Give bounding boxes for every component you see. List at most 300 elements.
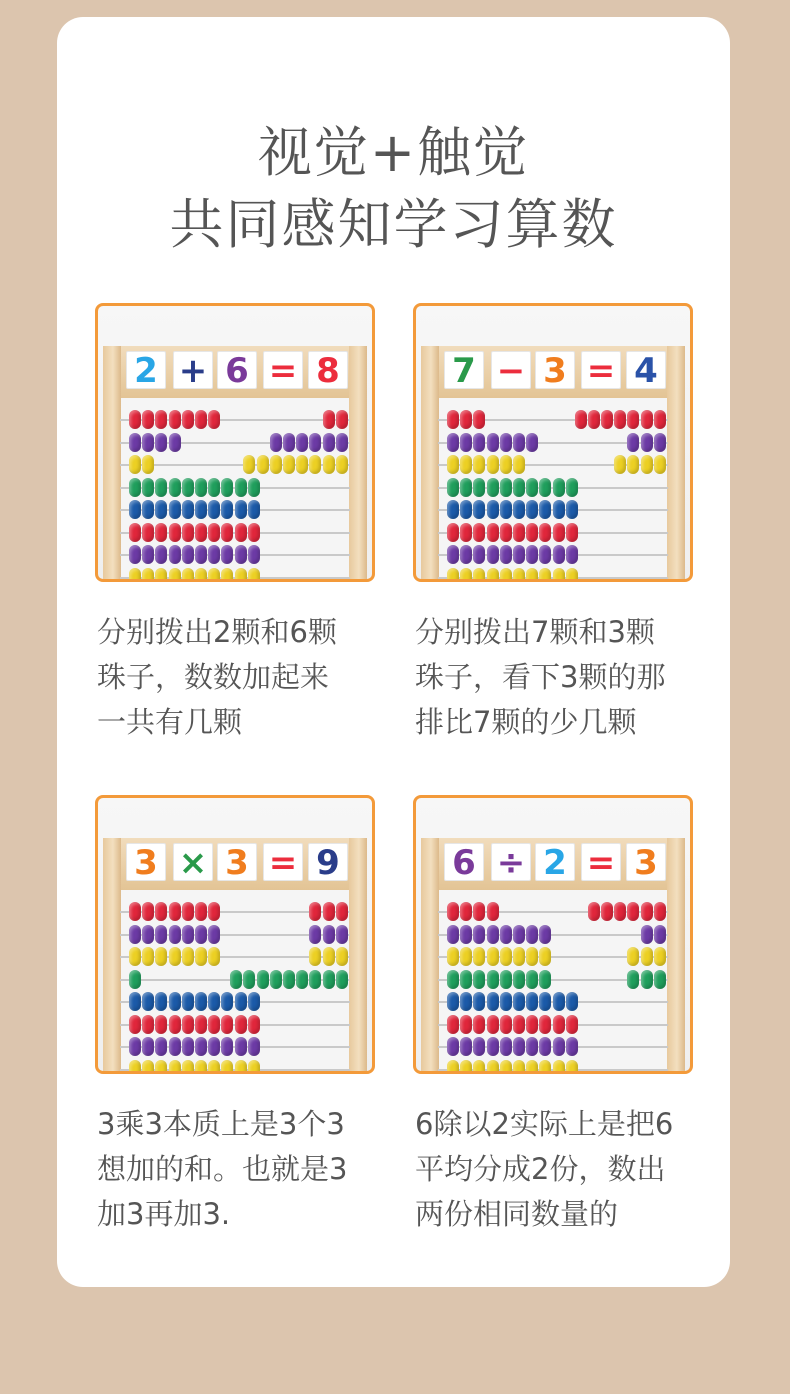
abacus-bead bbox=[566, 500, 578, 519]
abacus-bead bbox=[182, 410, 194, 429]
abacus-bead bbox=[323, 433, 335, 452]
abacus-bead bbox=[182, 523, 194, 542]
abacus-bead bbox=[336, 410, 348, 429]
abacus-bead bbox=[539, 947, 551, 966]
abacus-bead bbox=[195, 545, 207, 564]
abacus-bead bbox=[588, 410, 600, 429]
abacus-bead bbox=[539, 992, 551, 1011]
abacus-bead bbox=[447, 902, 459, 921]
abacus-bead bbox=[513, 433, 525, 452]
abacus-bead bbox=[553, 478, 565, 497]
abacus-bead bbox=[169, 500, 181, 519]
abacus-bead bbox=[500, 433, 512, 452]
abacus-bead bbox=[243, 970, 255, 989]
abacus-bead bbox=[513, 925, 525, 944]
abacus-bead bbox=[526, 925, 538, 944]
abacus-bead bbox=[155, 545, 167, 564]
abacus-bead bbox=[500, 947, 512, 966]
abacus-bead bbox=[182, 902, 194, 921]
abacus-bead bbox=[296, 970, 308, 989]
abacus-bead bbox=[627, 902, 639, 921]
abacus-bead bbox=[473, 478, 485, 497]
abacus-bead bbox=[155, 1060, 167, 1075]
equation-tile: = bbox=[263, 351, 303, 389]
abacus-bead bbox=[195, 500, 207, 519]
abacus-bead bbox=[513, 947, 525, 966]
equation-tile: 2 bbox=[535, 843, 575, 881]
abacus-bead bbox=[235, 568, 247, 583]
abacus-bead bbox=[155, 433, 167, 452]
caption-line: 排比7颗的少几颗 bbox=[415, 705, 637, 739]
caption-line: 分别拨出2颗和6颗 bbox=[97, 615, 337, 649]
equation-tile: 4 bbox=[626, 351, 666, 389]
abacus-bead bbox=[487, 1037, 499, 1056]
abacus-bead bbox=[129, 1015, 141, 1034]
abacus-bead bbox=[654, 947, 666, 966]
wood-post-right bbox=[667, 838, 685, 1074]
abacus-bead bbox=[500, 523, 512, 542]
abacus-bead bbox=[487, 455, 499, 474]
abacus-bead bbox=[447, 970, 459, 989]
abacus-bead bbox=[195, 992, 207, 1011]
abacus-bead bbox=[235, 1037, 247, 1056]
abacus-bead bbox=[641, 947, 653, 966]
equation-tile: = bbox=[581, 351, 621, 389]
abacus-bead bbox=[513, 992, 525, 1011]
abacus-panel-multiplication bbox=[95, 795, 375, 1074]
abacus-bead bbox=[641, 925, 653, 944]
abacus-bead bbox=[487, 545, 499, 564]
abacus-bead bbox=[142, 500, 154, 519]
abacus-bead bbox=[169, 902, 181, 921]
abacus-bead bbox=[447, 455, 459, 474]
abacus-bead bbox=[248, 500, 260, 519]
abacus-bead bbox=[614, 455, 626, 474]
abacus-bead bbox=[500, 1037, 512, 1056]
abacus-bead bbox=[169, 433, 181, 452]
equation-tile: 3 bbox=[626, 843, 666, 881]
abacus-bead bbox=[129, 523, 141, 542]
caption-addition bbox=[97, 610, 397, 745]
abacus-bead bbox=[155, 410, 167, 429]
abacus-bead bbox=[526, 523, 538, 542]
abacus-bead bbox=[142, 433, 154, 452]
abacus-bead bbox=[182, 1060, 194, 1075]
abacus-bead bbox=[526, 1060, 538, 1075]
equation-tile: − bbox=[491, 351, 531, 389]
caption-line: 一共有几颗 bbox=[97, 705, 243, 739]
abacus-bead bbox=[553, 1060, 565, 1075]
abacus-bead bbox=[614, 902, 626, 921]
abacus-bead bbox=[539, 500, 551, 519]
abacus-bead bbox=[473, 523, 485, 542]
abacus-bead bbox=[142, 947, 154, 966]
abacus-bead bbox=[169, 523, 181, 542]
abacus-bead bbox=[248, 992, 260, 1011]
abacus-bead bbox=[208, 947, 220, 966]
abacus-bead bbox=[473, 1060, 485, 1075]
abacus-bead bbox=[539, 1060, 551, 1075]
abacus-bead bbox=[447, 1015, 459, 1034]
abacus-bead bbox=[182, 1037, 194, 1056]
abacus-bead bbox=[487, 992, 499, 1011]
abacus-bead bbox=[248, 568, 260, 583]
abacus-bead bbox=[641, 433, 653, 452]
abacus-bead bbox=[539, 545, 551, 564]
abacus-bead bbox=[182, 947, 194, 966]
abacus-bead bbox=[473, 1037, 485, 1056]
abacus-bead bbox=[129, 455, 141, 474]
abacus-bead bbox=[195, 1060, 207, 1075]
abacus-bead bbox=[169, 568, 181, 583]
abacus-bead bbox=[627, 455, 639, 474]
abacus-bead bbox=[155, 523, 167, 542]
caption-line: 想加的和。也就是3 bbox=[97, 1152, 348, 1186]
abacus-bead bbox=[447, 500, 459, 519]
abacus-bead bbox=[230, 970, 242, 989]
abacus-bead bbox=[601, 410, 613, 429]
abacus-bead bbox=[155, 947, 167, 966]
equation-tile: 6 bbox=[217, 351, 257, 389]
abacus-bead bbox=[208, 1015, 220, 1034]
abacus-bead bbox=[182, 992, 194, 1011]
abacus-bead bbox=[155, 1015, 167, 1034]
heading-line-2: 共同感知学习算数 bbox=[169, 193, 618, 256]
abacus-bead bbox=[169, 545, 181, 564]
abacus-bead bbox=[221, 478, 233, 497]
abacus-bead bbox=[129, 545, 141, 564]
abacus-bead bbox=[473, 1015, 485, 1034]
abacus-bead bbox=[460, 1037, 472, 1056]
abacus-bead bbox=[460, 478, 472, 497]
abacus-bead bbox=[155, 1037, 167, 1056]
heading-line-1: 视觉+触觉 bbox=[257, 121, 530, 184]
wood-post-right bbox=[349, 838, 367, 1074]
abacus-bead bbox=[447, 1060, 459, 1075]
abacus-bead bbox=[235, 478, 247, 497]
abacus-bead bbox=[208, 568, 220, 583]
abacus-bead bbox=[526, 970, 538, 989]
wood-post-left bbox=[421, 838, 439, 1074]
abacus-bead bbox=[513, 568, 525, 583]
abacus-bead bbox=[142, 455, 154, 474]
caption-line: 6除以2实际上是把6 bbox=[415, 1107, 674, 1141]
abacus-bead bbox=[182, 500, 194, 519]
abacus-bead bbox=[526, 1015, 538, 1034]
abacus-bead bbox=[460, 455, 472, 474]
abacus-bead bbox=[553, 1037, 565, 1056]
abacus-bead bbox=[182, 545, 194, 564]
abacus-bead bbox=[336, 902, 348, 921]
abacus-bead bbox=[588, 902, 600, 921]
abacus-bead bbox=[248, 1037, 260, 1056]
abacus-bead bbox=[473, 433, 485, 452]
abacus-bead bbox=[336, 925, 348, 944]
abacus-bead bbox=[221, 500, 233, 519]
caption-line: 两份相同数量的 bbox=[415, 1197, 619, 1231]
abacus-bead bbox=[309, 902, 321, 921]
abacus-bead bbox=[500, 500, 512, 519]
abacus-bead bbox=[309, 970, 321, 989]
abacus-bead bbox=[208, 902, 220, 921]
caption-line: 平均分成2份，数出 bbox=[415, 1152, 666, 1186]
abacus-bead bbox=[553, 523, 565, 542]
abacus-bead bbox=[447, 568, 459, 583]
abacus-bead bbox=[500, 478, 512, 497]
abacus-bead bbox=[243, 455, 255, 474]
abacus-bead bbox=[129, 970, 141, 989]
abacus-bead bbox=[155, 992, 167, 1011]
abacus-bead bbox=[487, 523, 499, 542]
abacus-bead bbox=[627, 970, 639, 989]
abacus-bead bbox=[235, 545, 247, 564]
abacus-bead bbox=[336, 455, 348, 474]
equation-tile: 7 bbox=[444, 351, 484, 389]
abacus-bead bbox=[257, 970, 269, 989]
abacus-bead bbox=[575, 410, 587, 429]
abacus-bead bbox=[473, 925, 485, 944]
abacus-bead bbox=[447, 545, 459, 564]
abacus-bead bbox=[566, 1015, 578, 1034]
caption-line: 分别拨出7颗和3颗 bbox=[415, 615, 655, 649]
abacus-bead bbox=[155, 500, 167, 519]
abacus-bead bbox=[208, 1060, 220, 1075]
abacus-bead bbox=[627, 410, 639, 429]
abacus-bead bbox=[248, 545, 260, 564]
abacus-bead bbox=[270, 433, 282, 452]
wood-post-left bbox=[421, 346, 439, 582]
equation-tile: = bbox=[263, 843, 303, 881]
caption-division bbox=[415, 1102, 715, 1237]
abacus-bead bbox=[460, 947, 472, 966]
abacus-bead bbox=[336, 947, 348, 966]
abacus-bead bbox=[195, 902, 207, 921]
abacus-bead bbox=[473, 947, 485, 966]
abacus-bead bbox=[500, 1060, 512, 1075]
caption-line: 加3再加3. bbox=[97, 1197, 231, 1231]
abacus-bead bbox=[283, 970, 295, 989]
abacus-bead bbox=[182, 478, 194, 497]
abacus-bead bbox=[566, 568, 578, 583]
equation-tile: 3 bbox=[535, 351, 575, 389]
abacus-bead bbox=[283, 455, 295, 474]
abacus-bead bbox=[155, 568, 167, 583]
abacus-bead bbox=[142, 523, 154, 542]
caption-multiplication bbox=[97, 1102, 397, 1237]
abacus-panel-addition bbox=[95, 303, 375, 582]
abacus-bead bbox=[129, 478, 141, 497]
abacus-bead bbox=[654, 455, 666, 474]
equation-tile: 6 bbox=[444, 843, 484, 881]
abacus-bead bbox=[195, 1037, 207, 1056]
abacus-bead bbox=[235, 1015, 247, 1034]
abacus-bead bbox=[296, 433, 308, 452]
abacus-bead bbox=[487, 1060, 499, 1075]
abacus-bead bbox=[460, 992, 472, 1011]
equation-tile: 9 bbox=[308, 843, 348, 881]
abacus-bead bbox=[208, 410, 220, 429]
abacus-bead bbox=[553, 992, 565, 1011]
abacus-bead bbox=[182, 1015, 194, 1034]
abacus-bead bbox=[208, 478, 220, 497]
abacus-bead bbox=[487, 568, 499, 583]
abacus-bead bbox=[182, 568, 194, 583]
abacus-bead bbox=[182, 925, 194, 944]
abacus-bead bbox=[500, 545, 512, 564]
caption-subtraction bbox=[415, 610, 715, 745]
abacus-bead bbox=[654, 410, 666, 429]
abacus-bead bbox=[539, 1037, 551, 1056]
abacus-bead bbox=[221, 523, 233, 542]
abacus-bead bbox=[487, 970, 499, 989]
abacus-bead bbox=[323, 970, 335, 989]
abacus-bead bbox=[526, 500, 538, 519]
abacus-bead bbox=[526, 1037, 538, 1056]
abacus-bead bbox=[539, 1015, 551, 1034]
abacus-bead bbox=[526, 947, 538, 966]
abacus-bead bbox=[155, 925, 167, 944]
abacus-panel-division bbox=[413, 795, 693, 1074]
wood-post-right bbox=[667, 346, 685, 582]
caption-line: 3乘3本质上是3个3 bbox=[97, 1107, 345, 1141]
abacus-bead bbox=[627, 947, 639, 966]
abacus-bead bbox=[487, 1015, 499, 1034]
caption-line: 珠子，数数加起来 bbox=[97, 660, 330, 694]
abacus-bead bbox=[323, 902, 335, 921]
abacus-bead bbox=[447, 410, 459, 429]
abacus-bead bbox=[460, 970, 472, 989]
abacus-bead bbox=[460, 902, 472, 921]
abacus-bead bbox=[566, 545, 578, 564]
abacus-bead bbox=[195, 947, 207, 966]
abacus-bead bbox=[513, 1037, 525, 1056]
abacus-bead bbox=[553, 545, 565, 564]
abacus-bead bbox=[447, 925, 459, 944]
abacus-bead bbox=[235, 992, 247, 1011]
abacus-bead bbox=[221, 545, 233, 564]
abacus-bead bbox=[336, 433, 348, 452]
abacus-bead bbox=[155, 478, 167, 497]
abacus-panel-subtraction bbox=[413, 303, 693, 582]
abacus-bead bbox=[460, 545, 472, 564]
abacus-bead bbox=[129, 500, 141, 519]
abacus-bead bbox=[142, 925, 154, 944]
abacus-bead bbox=[323, 925, 335, 944]
abacus-bead bbox=[641, 970, 653, 989]
abacus-bead bbox=[473, 410, 485, 429]
abacus-bead bbox=[129, 947, 141, 966]
abacus-bead bbox=[221, 992, 233, 1011]
abacus-bead bbox=[500, 970, 512, 989]
abacus-bead bbox=[142, 1015, 154, 1034]
abacus-bead bbox=[323, 455, 335, 474]
abacus-bead bbox=[248, 523, 260, 542]
wood-post-right bbox=[349, 346, 367, 582]
abacus-bead bbox=[539, 523, 551, 542]
abacus-bead bbox=[487, 478, 499, 497]
abacus-bead bbox=[270, 970, 282, 989]
equation-tile: ÷ bbox=[491, 843, 531, 881]
abacus-bead bbox=[601, 902, 613, 921]
caption-line: 珠子，看下3颗的那 bbox=[415, 660, 666, 694]
abacus-bead bbox=[257, 455, 269, 474]
abacus-bead bbox=[654, 433, 666, 452]
abacus-bead bbox=[248, 478, 260, 497]
abacus-bead bbox=[553, 568, 565, 583]
abacus-bead bbox=[309, 433, 321, 452]
abacus-bead bbox=[513, 545, 525, 564]
abacus-bead bbox=[654, 970, 666, 989]
abacus-bead bbox=[208, 523, 220, 542]
abacus-bead bbox=[248, 1060, 260, 1075]
abacus-bead bbox=[500, 925, 512, 944]
abacus-bead bbox=[195, 1015, 207, 1034]
abacus-bead bbox=[129, 568, 141, 583]
abacus-bead bbox=[208, 545, 220, 564]
abacus-bead bbox=[129, 433, 141, 452]
abacus-bead bbox=[447, 947, 459, 966]
abacus-bead bbox=[142, 1060, 154, 1075]
abacus-bead bbox=[513, 1015, 525, 1034]
abacus-bead bbox=[309, 925, 321, 944]
equation-tile: × bbox=[173, 843, 213, 881]
abacus-bead bbox=[169, 1037, 181, 1056]
abacus-bead bbox=[627, 433, 639, 452]
abacus-bead bbox=[447, 1037, 459, 1056]
abacus-bead bbox=[566, 523, 578, 542]
abacus-bead bbox=[460, 1015, 472, 1034]
abacus-bead bbox=[323, 410, 335, 429]
abacus-bead bbox=[473, 455, 485, 474]
abacus-bead bbox=[129, 902, 141, 921]
abacus-bead bbox=[169, 992, 181, 1011]
abacus-bead bbox=[641, 455, 653, 474]
abacus-bead bbox=[309, 455, 321, 474]
abacus-bead bbox=[235, 1060, 247, 1075]
abacus-bead bbox=[142, 992, 154, 1011]
abacus-bead bbox=[142, 1037, 154, 1056]
abacus-bead bbox=[129, 925, 141, 944]
abacus-bead bbox=[142, 902, 154, 921]
abacus-bead bbox=[169, 478, 181, 497]
abacus-bead bbox=[169, 947, 181, 966]
abacus-bead bbox=[169, 410, 181, 429]
abacus-bead bbox=[221, 1060, 233, 1075]
abacus-bead bbox=[460, 568, 472, 583]
abacus-bead bbox=[309, 947, 321, 966]
abacus-bead bbox=[460, 523, 472, 542]
abacus-bead bbox=[336, 970, 348, 989]
abacus-bead bbox=[129, 992, 141, 1011]
abacus-bead bbox=[129, 410, 141, 429]
abacus-bead bbox=[539, 970, 551, 989]
abacus-bead bbox=[566, 1037, 578, 1056]
abacus-bead bbox=[142, 545, 154, 564]
abacus-bead bbox=[487, 902, 499, 921]
abacus-bead bbox=[654, 925, 666, 944]
abacus-bead bbox=[513, 478, 525, 497]
abacus-bead bbox=[235, 523, 247, 542]
abacus-bead bbox=[513, 500, 525, 519]
abacus-bead bbox=[654, 902, 666, 921]
abacus-bead bbox=[614, 410, 626, 429]
abacus-bead bbox=[208, 1037, 220, 1056]
abacus-bead bbox=[129, 1060, 141, 1075]
abacus-bead bbox=[539, 568, 551, 583]
abacus-bead bbox=[473, 568, 485, 583]
abacus-bead bbox=[169, 1015, 181, 1034]
abacus-bead bbox=[487, 500, 499, 519]
